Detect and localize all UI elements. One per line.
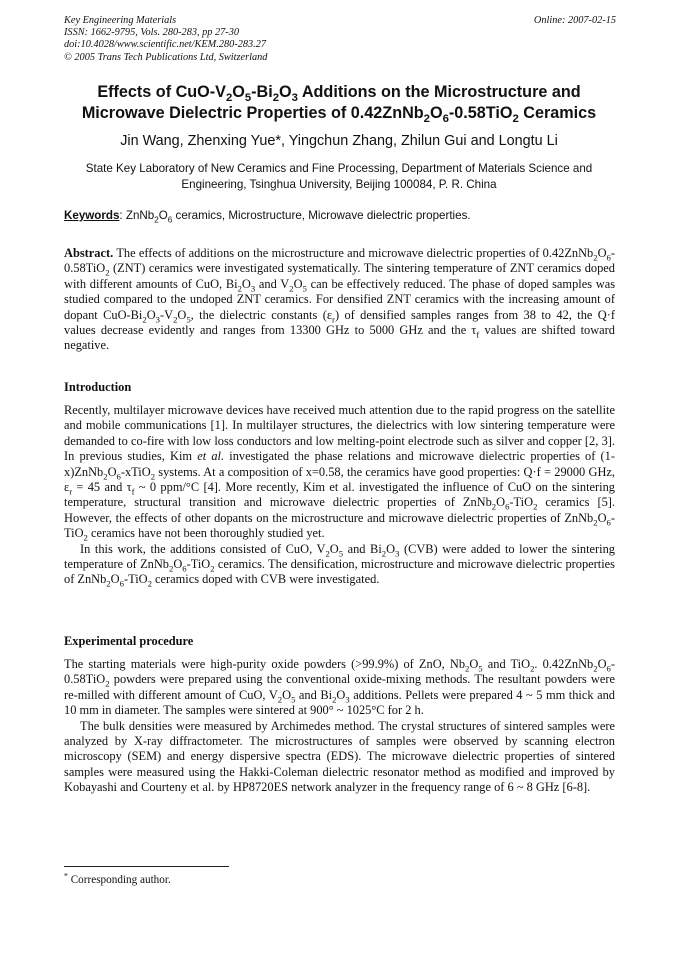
subscript: 2	[210, 563, 215, 574]
subscript: 6	[116, 471, 121, 482]
keywords	[64, 209, 624, 225]
paragraph-text: -TiO	[186, 557, 211, 572]
subscript: 2	[533, 501, 538, 512]
paragraph-text: O	[336, 687, 346, 702]
paragraph-text: and Bi	[343, 541, 382, 556]
paragraph-text: ceramics doped with CVB were investigated.	[151, 572, 380, 587]
subscript: 2	[105, 267, 110, 278]
title-text: O	[232, 83, 245, 101]
subscript: 2	[512, 113, 519, 126]
subscript: 3	[395, 548, 400, 559]
online-date: Online: 2007-02-15	[533, 15, 616, 26]
doi-line: doi:10.4028/www.scientific.net/KEM.280-283.27	[64, 39, 267, 51]
subscript: 3	[291, 92, 298, 105]
footnote-rule	[64, 866, 229, 867]
abstract	[64, 246, 615, 354]
footnote	[64, 871, 171, 886]
paragraph-text: ceramics. The densification, microstructure and microwave dielectric properties of ZnNb	[64, 557, 615, 587]
introduction-paragraph-1	[64, 403, 615, 542]
paragraph-text: O	[496, 495, 506, 510]
subscript: 6	[606, 663, 611, 674]
experimental-body	[64, 657, 615, 796]
subscript: f	[131, 486, 135, 497]
paragraph-text: O	[386, 541, 396, 556]
paragraph-text: -TiO	[509, 495, 534, 510]
title-text: O	[429, 104, 443, 122]
title-text: O	[279, 83, 292, 101]
paragraph-text: investigated the phase relations and microwave dielectric properties of (1-x)ZnNb	[64, 449, 615, 479]
abstract-text: -V	[159, 307, 174, 322]
affiliation: State Key Laboratory of New Ceramics and Fine Processing, Department of Materials Science and Engineering, Tsinghua University, Beijing 100084, P. R. China	[85, 162, 593, 191]
subscript: 5	[338, 548, 344, 559]
keywords-text: ceramics, Microstructure, Microwave dielectric properties.	[172, 209, 471, 222]
paragraph-text: systems. At a composition of x=0.58, the ceramics have good properties: Q·f = 29000 GHz, ε	[64, 464, 615, 495]
paragraph-text: -TiO	[123, 572, 148, 587]
abstract-text: The effects of additions on the microstructure and microwave dielectric properties of 0.42ZnNb	[113, 246, 594, 260]
subscript: 5	[291, 694, 296, 705]
paragraph-text: In this work, the additions consisted of CuO, V	[80, 541, 326, 556]
title-text: -Bi	[251, 83, 273, 101]
paragraph-text: and TiO	[482, 657, 531, 671]
experimental-paragraph-1	[64, 657, 615, 719]
subscript: 2	[289, 283, 294, 294]
abstract-text: , the dielectric constants (ε	[190, 307, 333, 322]
paragraph-text: O	[173, 557, 183, 572]
subscript: 2	[168, 563, 174, 574]
subscript: 2	[103, 471, 108, 482]
subscript: 2	[106, 578, 111, 589]
footnote-mark: *	[64, 871, 68, 881]
subscript: 6	[606, 517, 611, 528]
copyright-line: © 2005 Trans Tech Publications Ltd, Switzerland	[64, 51, 268, 63]
subscript: 3	[250, 283, 256, 294]
subscript: 2	[465, 663, 470, 674]
abstract-text: -0.58TiO	[64, 246, 615, 276]
subscript: 2	[325, 548, 330, 559]
journal-header	[64, 15, 616, 64]
subscript: 6	[182, 563, 187, 574]
introduction-paragraph-2	[64, 542, 615, 588]
introduction-heading: Introduction	[64, 380, 132, 394]
abstract-text: (ZNT) ceramics were investigated systematically. The sintering temperature of ZNT ceramics doped with different amounts of CuO, Bi	[64, 261, 615, 291]
subscript: 6	[505, 501, 510, 512]
abstract-text: O	[177, 307, 187, 322]
keywords-label: Keywords	[64, 209, 120, 222]
keywords-colon: :	[119, 209, 123, 222]
abstract-label: Abstract.	[64, 246, 114, 260]
paragraph-text: O	[469, 657, 479, 671]
paragraph-text: -xTiO	[120, 464, 151, 479]
title-text: -0.58TiO	[448, 104, 513, 122]
subscript: 2	[423, 113, 430, 126]
subscript: 2	[530, 663, 535, 674]
experimental-heading: Experimental procedure	[64, 634, 194, 648]
paragraph-text: Recently, multilayer microwave devices have received much attention due to the rapid progress on the satellite and mobile communications [1]. In multilayer structures, the dielectrics with low sintering temperature were demanded to co-fire with low loss conductors and low melting-point electrode such as silver and copper [2, 3]. In previous studies, Kim	[64, 403, 615, 464]
abstract-text: values are shifted toward negative.	[64, 323, 615, 353]
title-text: Ceramics	[518, 104, 597, 122]
subscript: 3	[155, 314, 160, 325]
title-text: Additions on the Microstructure and	[297, 83, 581, 101]
subscript: 6	[442, 113, 449, 126]
paragraph-text: (CVB) were added to lower the sintering temperature of ZnNb	[64, 541, 616, 572]
subscript: 6	[119, 578, 124, 589]
paragraph-text: = 45 and τ	[72, 480, 132, 495]
subscript: 5	[186, 314, 191, 325]
subscript: f	[476, 329, 480, 340]
subscript: 2	[277, 694, 283, 705]
title-text: Microwave Dielectric Properties of 0.42ZnNb	[81, 104, 424, 122]
abstract-text: can be effectively reduced. The phase of doped samples was studied compared to the undoped ZNT ceramics. For densified ZNT ceramics with the increasing amount of dopant CuO-Bi	[64, 276, 616, 322]
subscript: 2	[332, 694, 337, 705]
subscript: 3	[345, 694, 350, 705]
paragraph-text: O	[329, 541, 339, 556]
paper-title	[40, 82, 638, 124]
subscript: r	[69, 486, 73, 497]
subscript: 5	[302, 283, 307, 294]
paragraph-text: O	[110, 572, 120, 587]
subscript: 6	[167, 215, 173, 225]
paragraph-text: O	[597, 657, 607, 671]
keywords-text: O	[158, 209, 168, 222]
abstract-text: O	[146, 307, 156, 322]
subscript: 2	[491, 501, 497, 512]
issn-line: ISSN: 1662-9795, Vols. 280-283, pp 27-30	[64, 27, 240, 39]
subscript: 6	[606, 252, 611, 263]
footnote-text: Corresponding author.	[67, 874, 171, 886]
paragraph-text: . 0.42ZnNb	[534, 657, 594, 671]
subscript: 2	[154, 215, 159, 225]
subscript: 5	[478, 663, 483, 674]
paragraph-text: O	[282, 687, 292, 702]
abstract-text: O	[597, 246, 607, 260]
paragraph-text: -TiO	[64, 510, 615, 541]
subscript: 2	[173, 314, 178, 325]
abstract-text: O	[241, 276, 251, 291]
paragraph-text: powders were prepared using the conventional oxide-mixing methods. The resultant powders were re-milled with different amount of CuO, V	[64, 672, 615, 702]
introduction-body	[64, 403, 615, 588]
paragraph-text: ~ 0 ppm/°C [4]. More recently, Kim et al. investigated the influence of CuO on the sintering temperature, structural transition and microwave dielectric properties of ZnNb	[64, 480, 616, 510]
journal-name: Key Engineering Materials	[64, 15, 177, 26]
subscript: 2	[83, 532, 88, 543]
subscript: 2	[593, 252, 598, 263]
paragraph-text: and Bi	[295, 687, 333, 702]
subscript: 2	[237, 283, 242, 294]
subscript: 2	[593, 663, 598, 674]
paragraph-text: additions. Pellets were prepared 4 ~ 5 mm thick and 10 mm in diameter. The samples were sintered at 900° ~ 1025°C for 2 h.	[64, 687, 615, 718]
paragraph-text: -0.58TiO	[64, 657, 615, 687]
subscript: 2	[147, 578, 152, 589]
subscript: 5	[244, 92, 252, 105]
paragraph-text: The starting materials were high-purity oxide powders (>99.9%) of ZnO, Nb	[64, 657, 466, 671]
paragraph-text: O	[597, 510, 607, 525]
abstract-text: O	[293, 276, 303, 291]
subscript: 2	[272, 92, 280, 105]
paragraph-text: O	[107, 464, 117, 479]
subscript: 2	[150, 471, 156, 482]
paragraph-text: ceramics [5]. However, the effects of other dopants on the microstructure and microwave dielectric properties of ZnNb	[64, 495, 615, 525]
abstract-text: and V	[255, 276, 290, 291]
paragraph-text: ceramics have not been thoroughly studied yet.	[87, 526, 325, 541]
author-list: Jin Wang, Zhenxing Yue*, Yingchun Zhang, Zhilun Gui and Longtu Li	[120, 133, 558, 149]
subscript: r	[332, 314, 335, 325]
subscript: 2	[225, 92, 233, 105]
subscript: 2	[593, 517, 598, 528]
subscript: 2	[142, 314, 147, 325]
title-text: Effects of CuO-V	[97, 83, 226, 101]
abstract-text: ) of densified samples ranges from 38 to 42, the Q·f values decrease evidently and ranges from 13300 GHz to 5000 GHz and the τ	[64, 307, 615, 338]
paragraph-text: et al.	[197, 449, 225, 464]
subscript: 2	[381, 548, 387, 559]
experimental-paragraph-2: The bulk densities were measured by Archimedes method. The crystal structures of sintered samples were analyzed by X-ray diffractometer. The microstructures of samples were observed by scanning electron microscopy (SEM) and energy dispersive spectra (EDS). The microwave dielectric properties of sintered samples were measured using the Hakki-Coleman dielectric resonator method as modified and improved by Kobayashi and Courteny et al. by HP8720ES network analyzer in the frequency range of 6 ~ 8 GHz [6-8].	[64, 718, 615, 795]
keywords-text: ZnNb	[122, 209, 155, 222]
subscript: 2	[105, 678, 110, 689]
